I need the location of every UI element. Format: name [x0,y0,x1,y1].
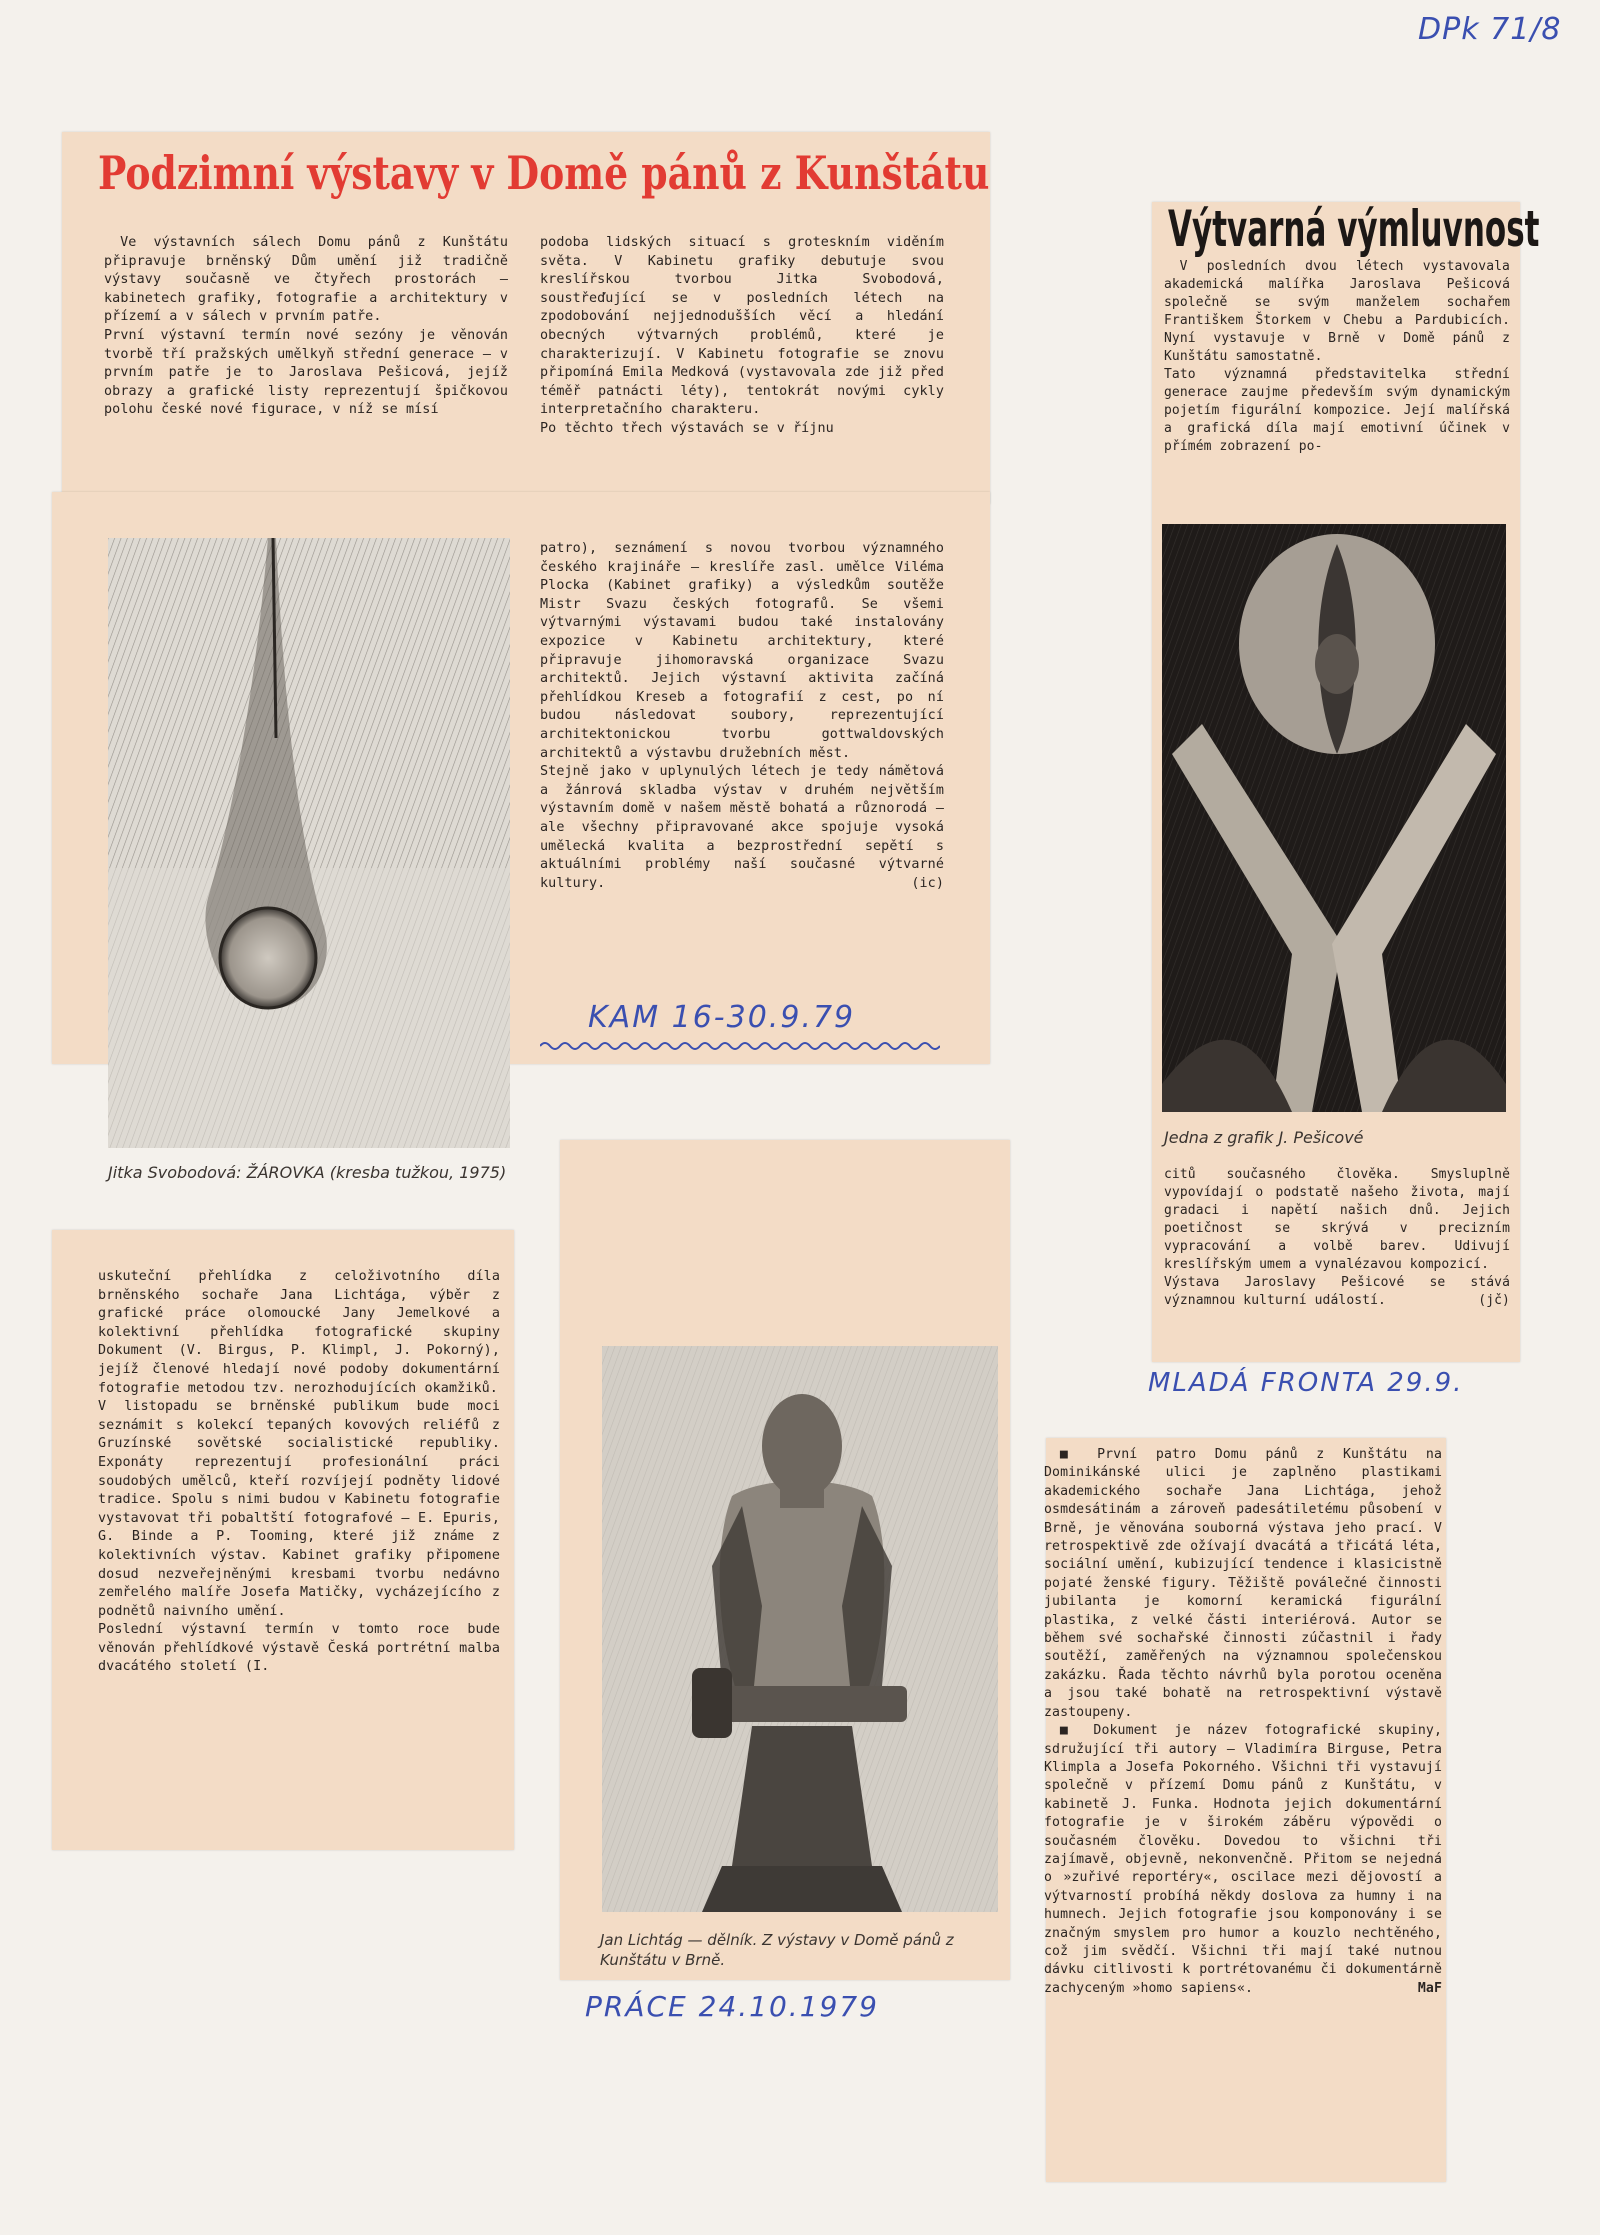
article4-p2: ■ Dokument je název fotografické skupiny, sdružující tři autory — Vladimíra Birguse, Petra Klimpla a Josefa Pokorného. Všichni tři vystavují společně v přízemí Domu pánů z Kunštátu, v kabinetě J. Funka. Hodnota jejich dokumentární fotografie je v širokém záběru výpovědi o současném člověku. Dovedou to všichni tři zajímavě, objevně, nekonvenčně. Přitom se nejedná o »zuřivé reportéry«, oscilace mezi dějovostí a výtvarností probíhá někdy doslova za humny i na humnech. Jejich fotografie jsou komponovány i se značným smyslem pro humor a kouzlo nechtěného, což jim svědčí. Všichni tři mají také nutnou dávku citlivosti k portrétovanému či dokumentárně zachyceným »homo sapiens«. [1044,1723,1442,1996]
article1-col2-text: podoba lidských situací s groteskním viděním světa. V Kabinetu grafiky debutuje svou kreslířskou tvorbou Jitka Svobodová, soustřeďující se v posledních létech na zpodobování nejjednodušších věcí a hledání obecných výtvarných problémů, které je charakterizují. V Kabinetu fotografie se znovu připomíná Emila Medková (vystavovala zde již před téměř patnácti léty), tentokrát novými cykly interpretačního charakteru. Po těchto třech výstavách se v říjnu [540,235,944,436]
article1-column-4 [98,1268,500,1677]
article2-column-top [1164,258,1510,456]
article4-column [1044,1446,1442,1999]
article1-col4-text: uskuteční přehlídka z celoživotního díla brněnského sochaře Jana Lichtága, výběr z grafické práce olomoucké Jany Jemelkové a kolektivní přehlídka fotografické skupiny Dokument (V. Birgus, P. Klimpl, J. Pokorný), jejíž členové hledají nové podoby dokumentární fotografie metodou tzv. nerozhodujících okamžiků. V listopadu se brněnské publikum bude moci seznámit s kolekcí tepaných kovových reliéfů z Gruzínské sovětské socialistické republiky. Exponáty reprezentují profesionální práci soudobých umělců, kteří rozvíjejí podněty lidové tradice. Spolu s nimi budou v Kabinetu fotografie vystavovat tři pobaltští fotografové — E. Epuris, G. Binde a P. Tooming, které již známe z kolektivních výstav. Kabinet grafiky připomene dosud nezveřejněnými kresbami tvorbu nedávno zemřelého malíře Josefa Matičky, vycházejícího z podnětů naivního umění. Poslední výstavní termín v tomto roce bude věnován přehlídkové výstavě Česká portrétní malba dvacátého století (I. [98,1269,500,1675]
article2-top-text: V posledních dvou létech vystavovala akademická malířka Jaroslava Pešicová společně se svým manželem sochařem Františkem Štorkem v Chebu a Pardubicích. Nyní vystavuje v Brně v Domě pánů z Kunštátu samostatně. Tato významná představitelka střední generace zaujme především svým dynamickým pojetím figurální kompozice. Její malířská a grafická díla mají emotivní účinek v přímém zobrazení po- [1164,259,1510,454]
article2-signature: (jč) [1478,1293,1510,1308]
article2-source-note: MLADÁ FRONTA 29.9. [1148,1368,1464,1398]
graphic-pesicova-caption: Jedna z grafik J. Pešicové [1164,1128,1364,1147]
article2-column-bottom [1164,1166,1510,1310]
article2-bottom-text: citů současného člověka. Smysluplně vypovídají o podstatě našeho života, mají gradaci i napětí našich dnů. Jejich poetičnost se skrývá v precizním vypracování a volbě barev. Udivují kreslířským umem a vynalézavou kompozicí. Výstava Jaroslavy Pešicové se stává významnou kulturní událostí. [1164,1167,1510,1308]
wavy-underline [540,1040,940,1052]
article4-signature: MaF [1417,1981,1442,1997]
article1-col3-signature: (ic) [911,876,944,892]
drawing-zarovka-image [108,538,510,1148]
article2-title: Výtvarná výmluvnost [1168,200,1540,258]
sculpture-photo-caption: Jan Lichtág — dělník. Z výstavy v Domě pánů z Kunštátu v Brně. [600,1931,954,1969]
article3-source-note: PRÁCE 24.10.1979 [585,1990,879,2023]
article1-column-2 [540,234,944,439]
article1-col1-text: Ve výstavních sálech Domu pánů z Kunštátu připravuje brněnský Dům umění již tradičně výstavy současně ve čtyřech prostorách — kabinetech grafiky, fotografie a architektury v přízemí a v sálech v prvním patře. První výstavní termín nové sezóny je věnován tvorbě tří pražských umělkyň střední generace — v prvním patře je to Jaroslava Pešicová, jejíž obrazy a grafické listy reprezentují špičkovou polohu české nové figurace, v níž se mísí [104,235,508,418]
article1-col3-text: patro), seznámení s novou tvorbou významného českého krajináře — kreslíře zasl. umělce Viléma Plocka (Kabinet grafiky) a výsledkům soutěže Mistr Svazu českých fotografů. Se všemi výtvarnými výstavami budou také instalovány expozice v Kabinetu architektury, které připravuje jihomoravská organizace Svazu architektů. Jejich výstavní aktivita začíná přehlídkou Kreseb a fotografií z cest, po ní budou následovat soubory, reprezentující architektonickou tvorbu gottwaldovských architektů a výstavbu družebních měst. Stejně jako v uplynulých létech je tedy námětová a žánrová skladba výstav v druhém největším výstavním domě v našem městě bohatá a různorodá — ale všechny připravované akce spojuje vysoká umělecká kvalita a bezprostřední sepětí s aktuálními problémy naší současné výtvarné kultury. [540,541,944,891]
article1-title: Podzimní výstavy v Domě pánů z Kunštátu [98,146,990,200]
article1-column-1 [104,234,508,420]
article1-source-note: KAM 16-30.9.79 [588,1000,856,1035]
archive-mark: DPk 71/8 [1418,12,1562,47]
graphic-pesicova-image [1162,524,1506,1112]
drawing-zarovka-caption: Jitka Svobodová: ŽÁROVKA (kresba tužkou, 1975) [108,1163,507,1182]
article1-column-3 [540,540,944,894]
article4-p1: ■ První patro Domu pánů z Kunštátu na Dominikánské ulici je zaplněno plastikami akademického sochaře Jana Lichtága, jehož osmdesátinám a zároveň padesátiletému působení v Brně, je věnována souborná výstava jeho prací. V retrospektivě zde ožívají dvacátá a třicátá léta, sociální umění, kubizující tendence i klasicistně pojaté ženské figury. Těžiště poválečné činnosti jubilanta je komorní keramická figurální plastika, z velké části interiérová. Autor se během své sochařské činnosti zúčastnil i řady soutěží, zaměřených na významnou společenskou zakázku. Řada těchto návrhů byla porotou oceněna a jsou také bohatě na retrospektivní výstavě zastoupeny. [1044,1447,1442,1720]
sculpture-photo-image [602,1346,998,1912]
